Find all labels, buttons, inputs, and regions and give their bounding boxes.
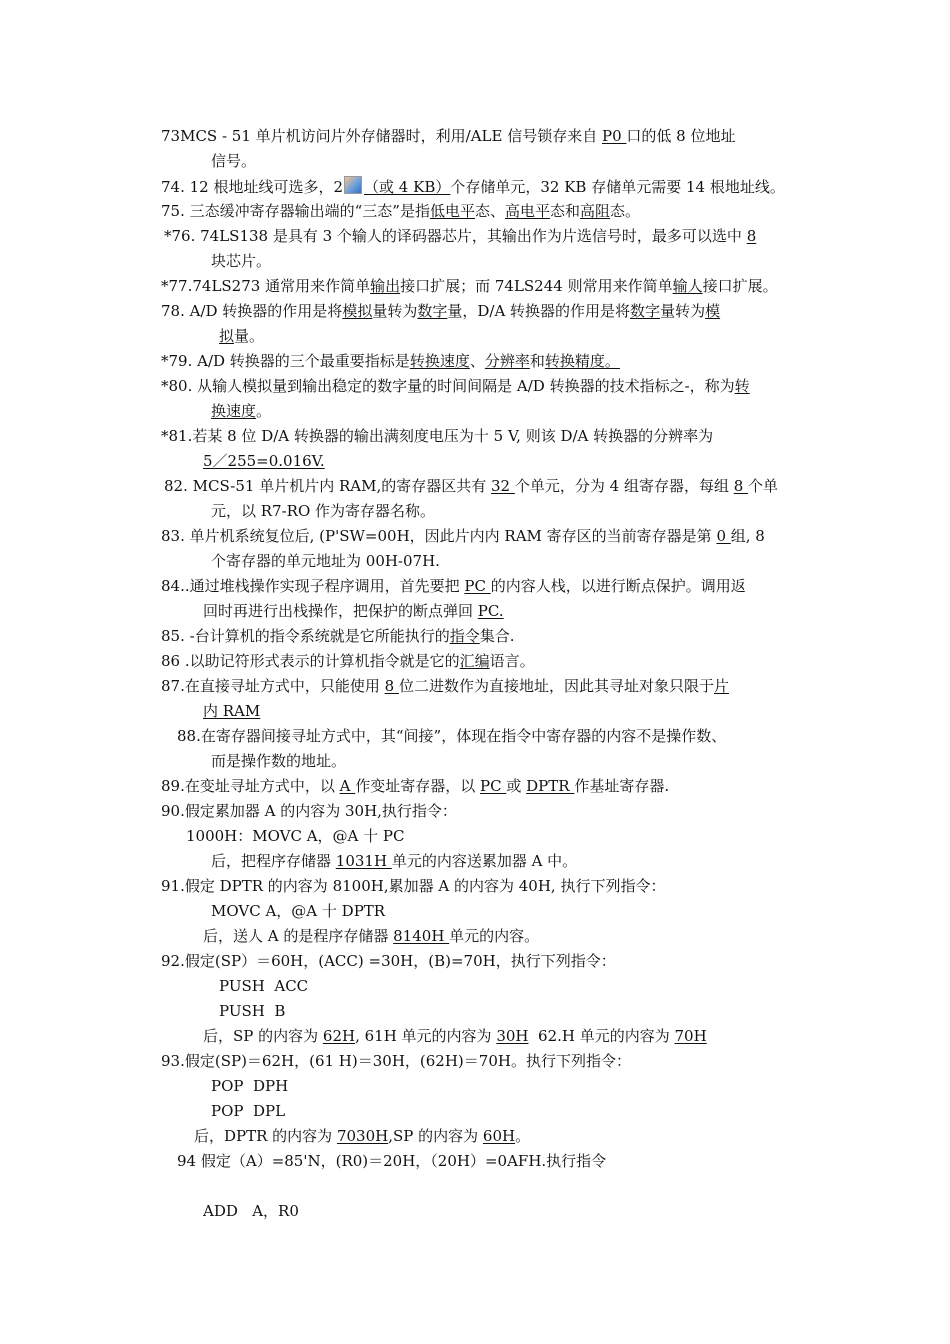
text-segment: 个寄存器的单元地址为 00H-07H. bbox=[211, 552, 440, 570]
text-segment: 91.假定 DPTR 的内容为 8100H,累加器 A 的内容为 40H, 执行下列指令： bbox=[161, 877, 666, 895]
answer-blank: 高电平 bbox=[505, 202, 551, 220]
answer-blank: 5／255=0.016V. bbox=[203, 452, 325, 470]
text-segment: 语言。 bbox=[489, 652, 535, 670]
text-segment: 后，DPTR 的内容为 bbox=[194, 1127, 337, 1145]
text-line bbox=[203, 926, 539, 946]
answer-blank: （或 4 KB） bbox=[364, 178, 451, 196]
text-segment: *79. A/D 转换器的三个最重要指标是 bbox=[161, 352, 410, 370]
text-line bbox=[211, 1076, 288, 1096]
text-line bbox=[203, 1026, 707, 1046]
text-line bbox=[211, 251, 271, 271]
text-segment: *77.74LS273 通常用来作简单 bbox=[161, 277, 371, 295]
text-line bbox=[177, 1151, 606, 1171]
text-line bbox=[161, 301, 720, 321]
text-segment: 量转为 bbox=[372, 302, 418, 320]
text-line bbox=[161, 376, 750, 396]
text-segment: 作基址寄存器. bbox=[574, 777, 670, 795]
answer-blank: 高阻 bbox=[580, 202, 611, 220]
text-line bbox=[203, 451, 325, 471]
answer-blank: 30H bbox=[496, 1027, 529, 1045]
text-segment: 单元的内容。 bbox=[449, 927, 540, 945]
text-segment: 89.在变址寻址方式中，以 bbox=[161, 777, 340, 795]
text-segment: 90.假定累加器 A 的内容为 30H,执行指令： bbox=[161, 802, 457, 820]
text-line bbox=[186, 826, 405, 846]
text-segment: 、 bbox=[469, 352, 485, 370]
text-segment: 块芯片。 bbox=[211, 252, 272, 270]
answer-blank: 0 bbox=[716, 527, 731, 545]
answer-blank: 低电平 bbox=[429, 202, 475, 220]
answer-blank: 8140H bbox=[393, 927, 450, 945]
answer-blank: 数字 bbox=[417, 302, 448, 320]
text-segment: 作变址寄存器，以 bbox=[355, 777, 481, 795]
answer-blank: 拟 bbox=[219, 327, 235, 345]
text-segment: PUSH B bbox=[219, 1002, 286, 1020]
text-segment: 62.H 单元的内容为 bbox=[528, 1027, 675, 1045]
answer-blank: 分辨率 bbox=[484, 352, 530, 370]
text-line bbox=[219, 326, 264, 346]
text-segment: 73MCS - 51 单片机访问片外存储器时，利用/ALE 信号锁存来自 bbox=[161, 127, 602, 145]
answer-blank: 70H bbox=[674, 1027, 707, 1045]
text-line bbox=[211, 751, 346, 771]
text-line bbox=[161, 876, 665, 896]
text-segment: 组, 8 bbox=[730, 527, 765, 545]
text-line bbox=[211, 401, 271, 421]
text-segment: ADD A，R0 bbox=[203, 1202, 299, 1220]
text-segment: 个单 bbox=[748, 477, 779, 495]
text-segment: 信号。 bbox=[211, 152, 257, 170]
answer-blank: DPTR bbox=[526, 777, 575, 795]
text-segment: 态。 bbox=[610, 202, 641, 220]
text-segment: 74. 12 根地址线可选多，2 bbox=[161, 178, 344, 196]
text-segment: 单元的内容送累加器 A 中。 bbox=[391, 852, 578, 870]
text-segment: 量。 bbox=[234, 327, 265, 345]
text-segment: 后，把程序存储器 bbox=[211, 852, 336, 870]
text-segment: 元，以 R7-RO 作为寄存器名称。 bbox=[211, 502, 436, 520]
text-line bbox=[161, 1051, 631, 1071]
text-line bbox=[161, 801, 457, 821]
text-line bbox=[164, 476, 778, 496]
answer-blank: 7030H bbox=[336, 1127, 389, 1145]
text-segment: *80. 从输人模拟量到输出稳定的数字量的时间间隔是 A/D 转换器的技术指标之-，称为 bbox=[161, 377, 735, 395]
text-segment: 和 bbox=[529, 352, 545, 370]
answer-blank: 60H bbox=[482, 1127, 516, 1145]
text-segment: 口的低 8 位地址 bbox=[626, 127, 736, 145]
text-line bbox=[203, 1201, 299, 1221]
text-segment: 92.假定(SP）＝60H，(ACC) =30H，(B)=70H，执行下列指令： bbox=[161, 952, 616, 970]
text-segment: 94 假定（A）=85'N，(R0)＝20H，（20H）=0AFH.执行指令 bbox=[177, 1152, 607, 1170]
text-line bbox=[211, 1101, 285, 1121]
text-segment: POP DPL bbox=[211, 1102, 286, 1120]
text-segment: 1000H：MOVC A，@A 十 PC bbox=[186, 827, 405, 845]
text-segment: 83. 单片机系统复位后, (P'SW=00H，因此片内内 RAM 寄存区的当前寄存器是第 bbox=[161, 527, 717, 545]
text-segment: 态、 bbox=[474, 202, 505, 220]
answer-blank: 1031H bbox=[335, 852, 392, 870]
text-line bbox=[177, 726, 726, 746]
answer-blank: 数字 bbox=[630, 302, 661, 320]
text-segment: 位二进数作为直接地址，因此其寻址对象只限于 bbox=[398, 677, 714, 695]
text-line bbox=[203, 601, 504, 621]
answer-blank: 换速度 bbox=[211, 402, 257, 420]
text-line bbox=[161, 126, 736, 146]
text-line bbox=[219, 1001, 285, 1021]
text-line bbox=[211, 851, 577, 871]
broken-image-icon bbox=[344, 176, 362, 194]
text-segment: 85. -台计算机的指令系统就是它所能执行的 bbox=[161, 627, 450, 645]
answer-blank: 内 RAM bbox=[203, 702, 261, 720]
answer-blank: 8 bbox=[746, 227, 757, 245]
text-segment: 集合. bbox=[479, 627, 515, 645]
text-segment: MOVC A，@A 十 DPTR bbox=[211, 902, 386, 920]
text-segment: 75. 三态缓冲寄存器输出端的“三态”是指 bbox=[161, 202, 430, 220]
text-line bbox=[203, 701, 260, 721]
text-line bbox=[161, 951, 616, 971]
text-line bbox=[161, 201, 640, 221]
answer-blank: 模拟 bbox=[342, 302, 373, 320]
text-segment: 量转为 bbox=[660, 302, 706, 320]
answer-blank: A bbox=[339, 777, 356, 795]
text-segment: *81.若某 8 位 D/A 转换器的输出满刻度电压为十 5 V, 则该 D/A 转换器的分辨率为 bbox=[161, 427, 714, 445]
text-line bbox=[161, 526, 765, 546]
text-line bbox=[161, 676, 729, 696]
text-line bbox=[211, 501, 435, 521]
text-segment: 84..通过堆栈操作实现子程序调用，首先要把 bbox=[161, 577, 465, 595]
text-line bbox=[161, 776, 669, 796]
text-line bbox=[161, 276, 778, 296]
text-segment: 回时再进行出栈操作，把保护的断点弹回 bbox=[203, 602, 478, 620]
answer-blank: 转 bbox=[734, 377, 750, 395]
text-segment: 。 bbox=[515, 1127, 531, 1145]
text-line bbox=[219, 976, 308, 996]
text-line bbox=[161, 176, 785, 197]
text-segment: 后，送人 A 的是程序存储器 bbox=[203, 927, 394, 945]
answer-blank: 片 bbox=[713, 677, 729, 695]
text-line bbox=[211, 901, 385, 921]
text-segment: PUSH ACC bbox=[219, 977, 309, 995]
text-segment: 后，SP 的内容为 bbox=[203, 1027, 323, 1045]
text-segment: 的内容人栈，以进行断点保护。调用返 bbox=[490, 577, 746, 595]
answer-blank: 指令 bbox=[449, 627, 480, 645]
text-line bbox=[161, 576, 746, 596]
text-line bbox=[161, 351, 620, 371]
text-line bbox=[164, 226, 756, 246]
text-segment: 个单元，分为 4 组寄存器，每组 bbox=[514, 477, 734, 495]
text-segment: 接口扩展。 bbox=[702, 277, 778, 295]
text-segment: 量，D/A 转换器的作用是将 bbox=[447, 302, 631, 320]
text-segment: 个存储单元，32 KB 存储单元需要 14 根地址线。 bbox=[450, 178, 785, 196]
text-segment: 82. MCS-51 单片机片内 RAM,的寄存器区共有 bbox=[164, 477, 491, 495]
text-segment: 接口扩展；而 74LS244 则常用来作简单 bbox=[400, 277, 673, 295]
text-line bbox=[161, 626, 515, 646]
text-segment: 。 bbox=[256, 402, 272, 420]
answer-blank: 8 bbox=[384, 677, 399, 695]
text-segment: 态和 bbox=[550, 202, 581, 220]
text-line bbox=[194, 1126, 530, 1146]
text-segment: 而是操作数的地址。 bbox=[211, 752, 347, 770]
answer-blank: 输人 bbox=[672, 277, 703, 295]
answer-blank: 8 bbox=[733, 477, 749, 495]
answer-blank: 转换精度。 bbox=[544, 352, 620, 370]
answer-blank: 转换速度 bbox=[409, 352, 470, 370]
text-segment: 78. A/D 转换器的作用是将 bbox=[161, 302, 343, 320]
text-segment: 或 bbox=[506, 777, 527, 795]
answer-blank: P0 bbox=[602, 127, 627, 145]
answer-blank: PC bbox=[464, 577, 491, 595]
text-line bbox=[161, 651, 535, 671]
answer-blank: 模 bbox=[705, 302, 721, 320]
answer-blank: PC. bbox=[477, 602, 504, 620]
answer-blank: PC bbox=[480, 777, 507, 795]
text-line bbox=[161, 426, 713, 446]
answer-blank: 32 bbox=[491, 477, 515, 495]
text-segment: ,SP 的内容为 bbox=[388, 1127, 483, 1145]
answer-blank: 汇编 bbox=[459, 652, 490, 670]
text-segment: POP DPH bbox=[211, 1077, 289, 1095]
text-segment: 87.在直接寻址方式中，只能使用 bbox=[161, 677, 385, 695]
answer-blank: 62H bbox=[322, 1027, 356, 1045]
text-segment: *76. 74LS138 是具有 3 个输人的译码器芯片，其输出作为片选信号时，最多可以选中 bbox=[164, 227, 747, 245]
text-line bbox=[211, 151, 256, 171]
text-segment: 86 .以助记符形式表示的计算机指令就是它的 bbox=[161, 652, 460, 670]
text-segment: 88.在寄存器间接寻址方式中，其“间接”，体现在指令中寄存器的内容不是操作数、 bbox=[177, 727, 727, 745]
answer-blank: 输出 bbox=[370, 277, 401, 295]
text-segment: 93.假定(SP)＝62H，(61 H)＝30H，(62H)＝70H。执行下列指令： bbox=[161, 1052, 631, 1070]
text-line bbox=[211, 551, 440, 571]
text-segment: , 61H 单元的内容为 bbox=[355, 1027, 497, 1045]
